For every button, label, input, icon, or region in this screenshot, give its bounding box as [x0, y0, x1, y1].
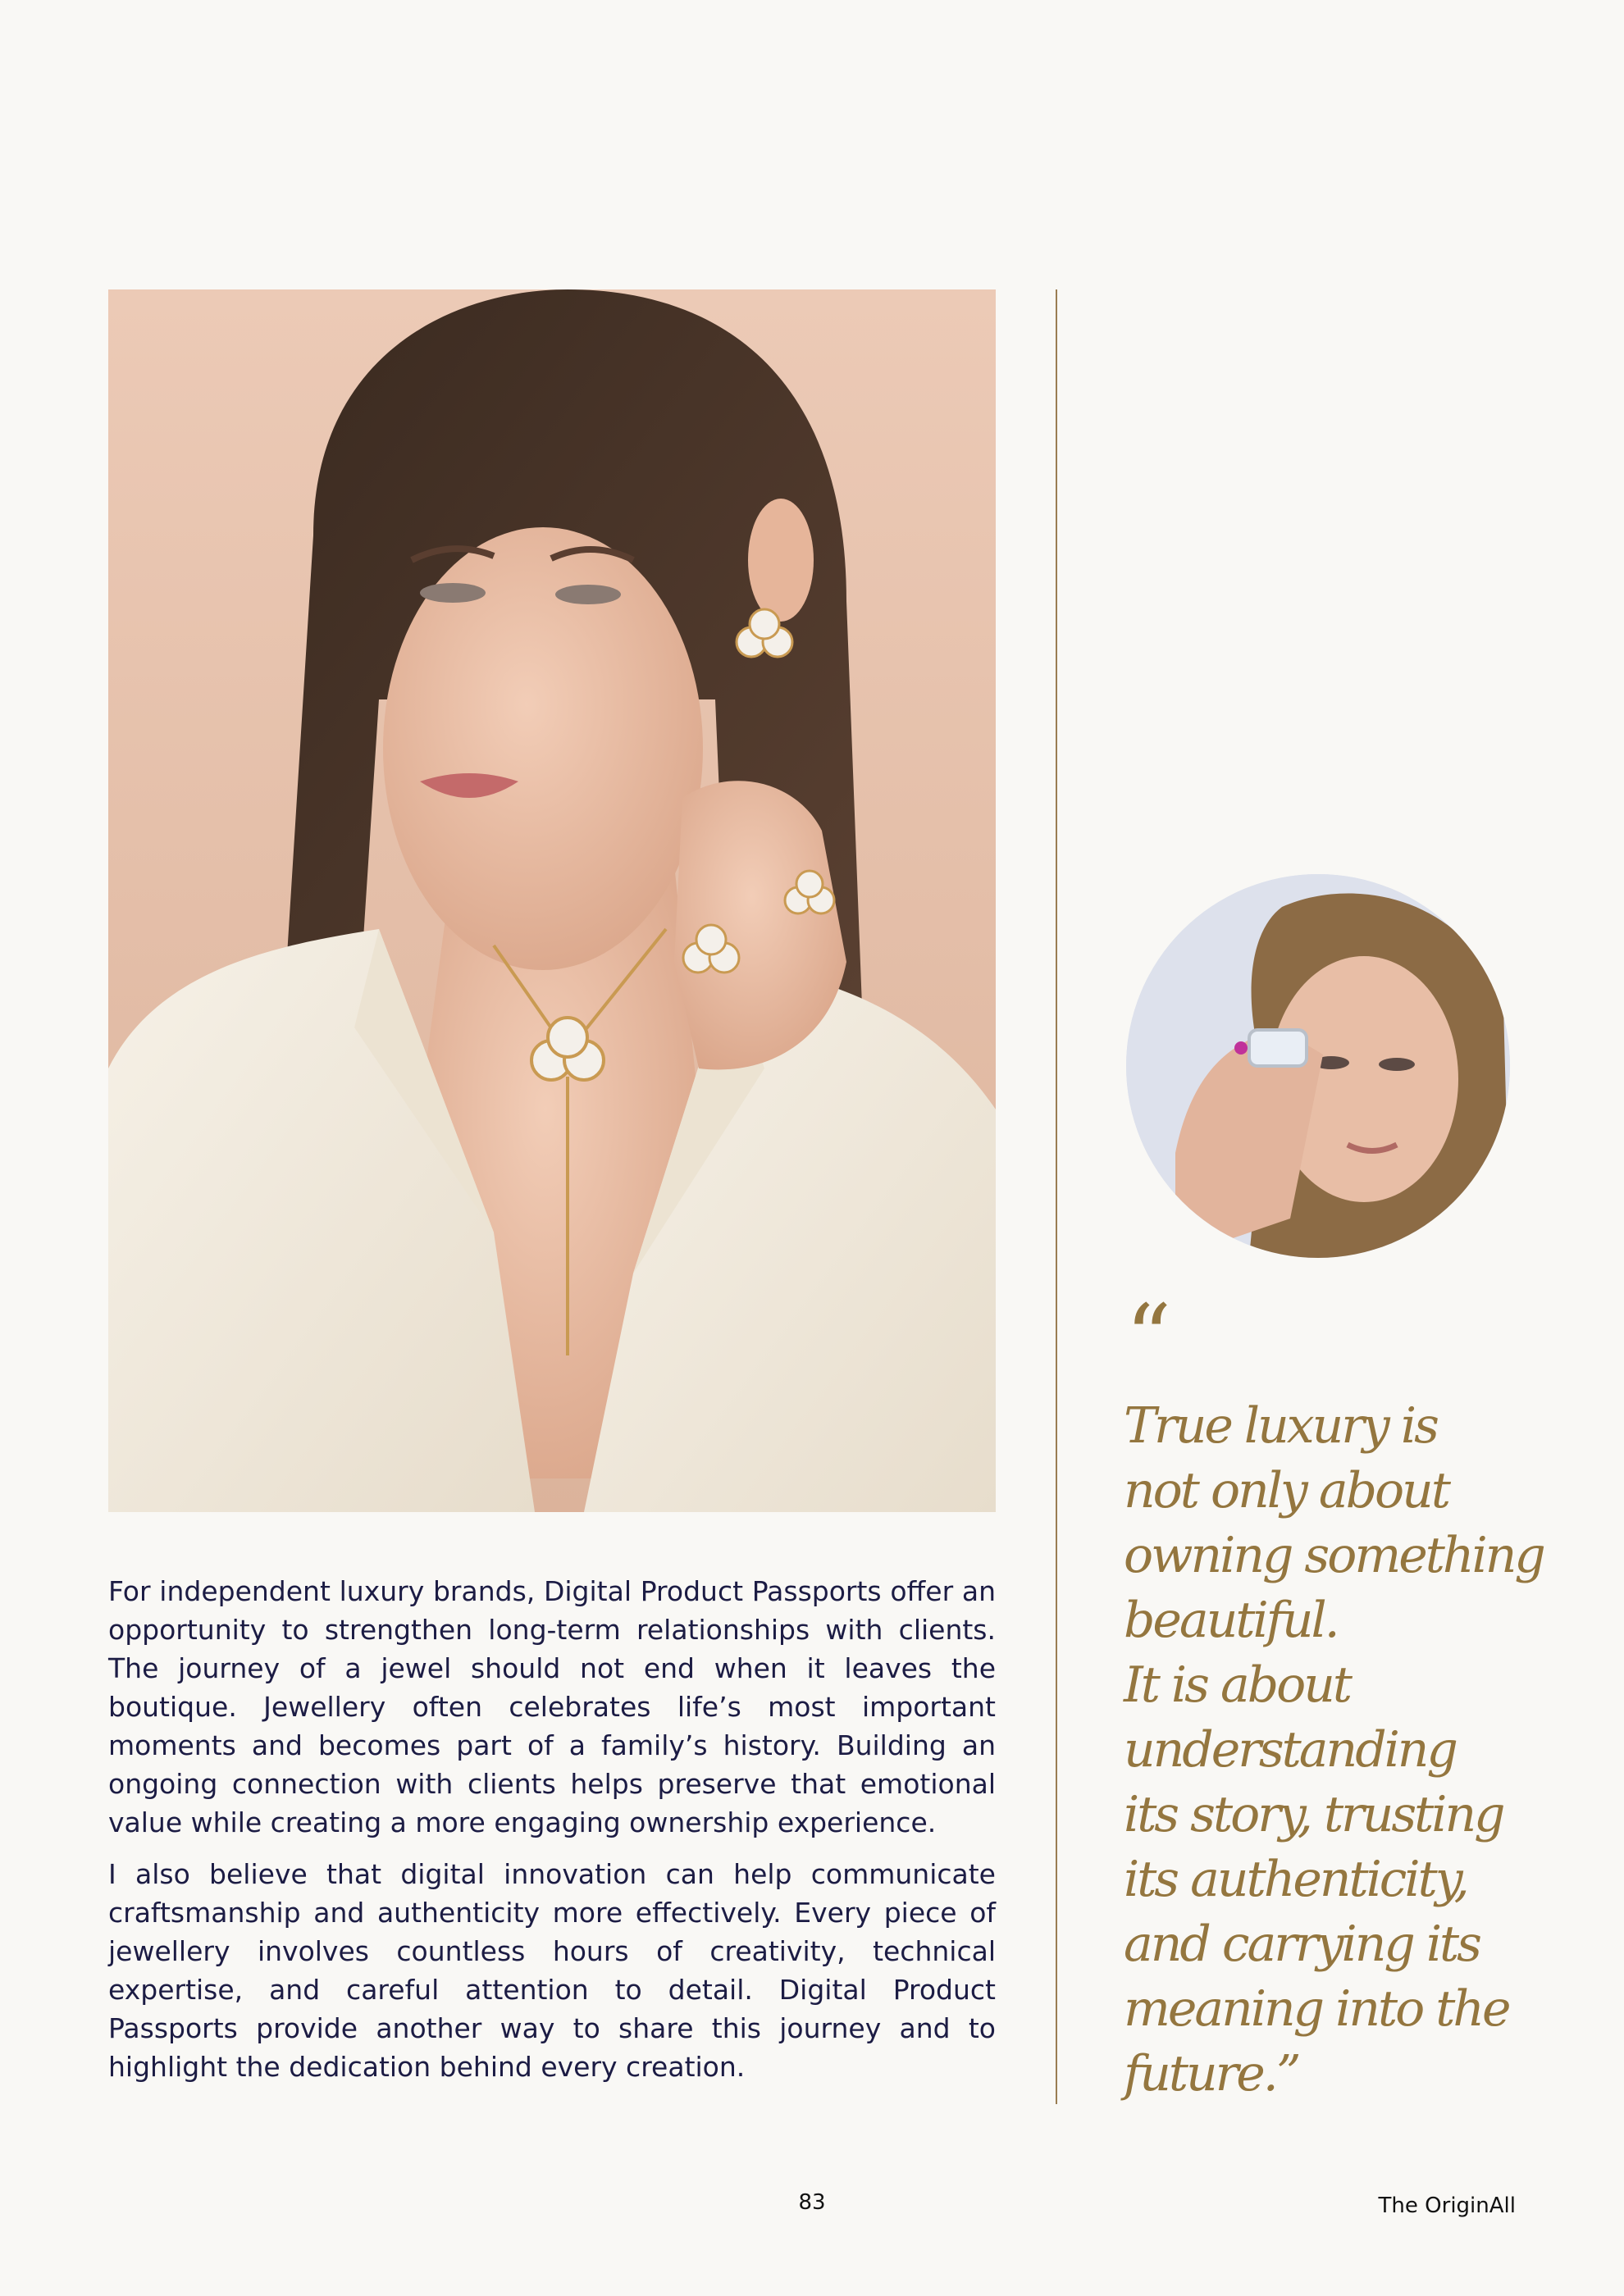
body-paragraph-2: I also believe that digital innovation can help communicate craftsmanship and authenticity more effectively. Every piece of jewellery involves countless hours of creativity, technical expertise, and careful attention to detail. Digital Product Passports provide another way to share this journey and to highlight the dedication behind every creation.	[108, 1858, 996, 2083]
quote-mark-icon: “	[1125, 1285, 1172, 1390]
magazine-name: The OriginAll	[1378, 2194, 1516, 2218]
body-paragraph-1: For independent luxury brands, Digital Product Passports offer an opportunity to strengthen long-term relationships with clients. The journey of a jewel should not end when it leaves the boutique. Jewellery often celebrates life’s most important moments and becomes part of a family’s history. Building an ongoing connection with clients helps preserve that emotional value while creating a more engaging ownership experience.	[108, 1575, 996, 1838]
pull-quote-line: True luxury is	[1124, 1397, 1437, 1455]
pull-quote-line: owning something	[1124, 1527, 1544, 1584]
portrait-illustration	[108, 289, 996, 1512]
jeweller-photo	[1126, 874, 1510, 1258]
pull-quote-line: It is about	[1124, 1656, 1350, 1714]
column-divider	[1056, 289, 1057, 2104]
pull-quote-line: its authenticity,	[1124, 1851, 1467, 1908]
page-number: 83	[798, 2190, 826, 2215]
pull-quote	[1124, 1394, 1583, 2107]
pull-quote-line: not only about	[1124, 1462, 1448, 1519]
pull-quote-line: meaning into the	[1124, 1980, 1509, 2038]
pull-quote-line: understanding	[1124, 1721, 1456, 1779]
jeweller-illustration	[1126, 874, 1510, 1258]
pull-quote-line: its story, trusting	[1124, 1786, 1503, 1843]
pull-quote-line: beautiful.	[1124, 1592, 1338, 1649]
pull-quote-line: future.”	[1124, 2045, 1299, 2102]
pull-quote-line: and carrying its	[1124, 1916, 1480, 1973]
portrait-photo	[108, 289, 996, 1512]
